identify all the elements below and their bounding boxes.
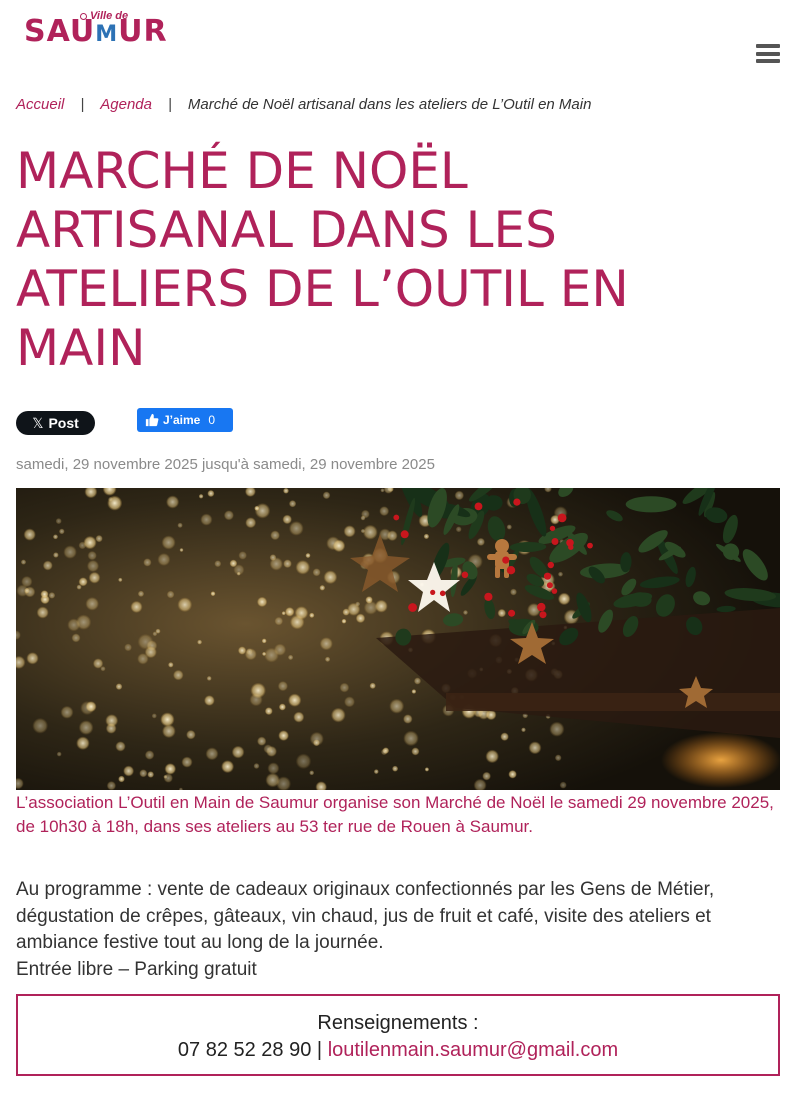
bokeh-light [24,588,30,594]
bokeh-light [254,763,260,769]
bokeh-light [295,606,309,620]
bokeh-light [267,762,279,774]
breadcrumb [16,96,591,113]
bokeh-light [463,610,468,615]
logo-tagline: Ville de [80,10,128,22]
bokeh-light [279,703,286,710]
bokeh-light [289,500,296,507]
bokeh-light [510,589,517,596]
red-berry [430,590,435,595]
bokeh-light [232,746,245,759]
bokeh-light [278,730,289,741]
facebook-like-button[interactable] [137,408,233,432]
bokeh-light [262,638,267,643]
breadcrumb-current: Marché de Noël artisanal dans les ateliers de L’Outil en Main [187,96,592,113]
thumbs-up-icon [145,413,159,427]
bokeh-light [139,769,147,777]
bokeh-light [320,637,333,650]
bokeh-light [85,597,99,611]
red-berry [552,538,559,545]
bokeh-light [288,655,293,660]
facebook-like-count: 0 [208,413,216,427]
bokeh-light [361,516,366,521]
event-description [16,877,786,983]
bokeh-light [83,536,96,549]
bokeh-light [482,772,491,781]
bokeh-light [340,683,350,693]
bokeh-light [425,767,429,771]
bokeh-light [313,568,321,576]
red-berry [566,539,574,547]
bokeh-light [374,769,379,774]
bokeh-light [214,560,221,567]
saumur-logo[interactable] [24,8,214,58]
page-title: MARCHÉ DE NOËL ARTISANAL DANS LES ATELIERS DE L’OUTIL EN MAIN [16,142,629,377]
bokeh-light [164,773,173,782]
bokeh-light [197,640,202,645]
x-logo-icon: 𝕏 [32,414,44,431]
bokeh-light [79,720,94,735]
bokeh-light [177,523,182,528]
bokeh-light [414,677,421,684]
bokeh-light [165,763,177,775]
bokeh-light [325,657,330,662]
bokeh-light [123,766,134,777]
bokeh-light [319,585,325,591]
red-berry [587,543,593,549]
bokeh-light [76,736,90,750]
red-berry [393,515,399,521]
bokeh-light [558,572,563,577]
red-berry [540,611,547,618]
bokeh-light [221,760,234,773]
bokeh-light [238,646,246,654]
bokeh-light [498,609,507,618]
bokeh-light [403,731,419,747]
breadcrumb-link-agenda[interactable]: Agenda [100,96,152,113]
bokeh-light [118,776,125,783]
bokeh-light [211,591,216,596]
bokeh-light [529,741,542,754]
bokeh-light [262,652,266,656]
bokeh-light [412,689,417,694]
bokeh-light [167,591,175,599]
bokeh-light [162,724,176,738]
bokeh-light [116,683,123,690]
logo-wordmark: SAUMUR [24,14,168,49]
bokeh-light [558,593,571,606]
bokeh-light [246,648,253,655]
bokeh-light [105,714,118,727]
red-berry [484,593,492,601]
contact-separator: | [316,1039,323,1061]
bokeh-light [270,530,280,540]
bokeh-light [206,747,219,760]
bokeh-light [53,534,58,539]
bokeh-light [282,515,292,525]
bokeh-light [49,592,56,599]
bokeh-light [138,591,144,597]
x-post-button[interactable] [16,411,95,435]
bokeh-light [293,712,304,723]
event-date: samedi, 29 novembre 2025 jusqu'à samedi, 29 novembre 2025 [16,456,435,473]
hamburger-icon[interactable] [756,44,780,64]
bokeh-light [333,540,346,553]
bokeh-light [288,694,301,707]
red-berry [507,566,515,574]
bokeh-light [157,553,170,566]
bokeh-light [424,534,430,540]
bokeh-light [53,552,59,558]
bokeh-light [153,631,158,636]
bokeh-light [389,699,404,714]
bokeh-light [67,618,80,631]
red-berry [502,557,509,564]
bokeh-light [289,521,304,536]
bokeh-light [275,617,284,626]
bokeh-light [233,564,244,575]
breadcrumb-link-accueil[interactable]: Accueil [16,96,65,113]
bokeh-light [278,681,288,691]
bokeh-light [323,491,331,499]
bokeh-light [381,749,388,756]
bokeh-light [207,490,214,497]
bokeh-light [356,614,366,624]
bokeh-light [344,696,355,707]
bokeh-light [355,602,360,607]
bokeh-light [59,529,65,535]
bokeh-light [254,506,259,511]
bokeh-light [283,559,292,568]
bokeh-light [100,666,105,671]
red-berry [547,582,553,588]
red-berry [408,603,417,612]
bokeh-light [224,510,234,520]
bokeh-light [115,741,125,751]
bokeh-light [152,713,157,718]
bokeh-light [138,634,154,650]
bokeh-light [166,495,179,508]
contact-heading: Renseignements : [317,1012,479,1034]
bokeh-light [238,551,247,560]
bokeh-light [200,514,212,526]
bokeh-light [21,559,26,564]
program-paragraph: Au programme : vente de cadeaux originaux confectionnés par les Gens de Métier, dégustation de crêpes, gâteaux, vin chaud, jus de fruit et café, visite des ateliers et ambiance festive tout au long de la journée. [16,879,715,953]
contact-box [16,994,780,1076]
bokeh-light [265,707,273,715]
event-intro: L’association L’Outil en Main de Saumur organise son Marché de Noël le samedi 29 novembre 2025, de 10h30 à 18h, dans ses ateliers au 53 ter rue de Rouen à Saumur. [16,793,774,836]
bokeh-light [507,524,512,529]
bokeh-light [364,601,378,615]
bokeh-light [145,750,155,760]
bokeh-light [257,597,267,607]
bokeh-light [24,528,36,540]
bokeh-light [363,525,378,540]
bokeh-light [313,739,320,746]
red-berry [475,503,483,511]
bokeh-light [108,497,113,502]
bokeh-light [403,714,413,724]
bokeh-light [180,548,184,552]
bokeh-light [455,491,465,501]
bokeh-light [331,708,346,723]
contact-line [18,1037,778,1064]
bokeh-light [274,644,286,656]
access-info: Entrée libre – Parking gratuit [16,958,257,980]
bokeh-light [342,619,347,624]
bokeh-light [37,606,49,618]
bokeh-light [309,770,314,775]
bokeh-light [411,747,419,755]
bokeh-light [456,526,462,532]
bokeh-light [207,676,212,681]
bokeh-light [245,517,256,528]
bokeh-light [130,601,142,613]
bokeh-light [270,554,277,561]
bokeh-light [57,752,62,757]
red-berry [513,499,520,506]
red-berry [462,572,469,579]
bokeh-light [87,560,99,572]
breadcrumb-separator: | [80,96,85,113]
bokeh-light [560,782,567,789]
bokeh-light [500,732,509,741]
bokeh-light [43,561,53,571]
bokeh-light [257,737,266,746]
bokeh-light [143,558,151,566]
bokeh-light [168,662,174,668]
red-berry [558,514,567,523]
bokeh-light [173,670,184,681]
site-header [0,0,800,90]
bokeh-light [177,597,192,612]
red-berry [440,591,446,597]
bokeh-light [61,706,74,719]
red-berry [550,526,555,531]
bokeh-light [370,683,376,689]
bokeh-light [250,693,263,706]
bokeh-light [555,754,562,761]
bokeh-light [305,553,310,558]
bokeh-light [162,535,176,549]
bokeh-light [107,781,116,790]
bokeh-light [392,766,398,772]
bokeh-light [344,525,356,537]
bokeh-light [285,607,295,617]
bokeh-light [63,545,77,559]
bokeh-light [186,730,196,740]
bokeh-light [26,652,38,664]
bokeh-light [204,695,215,706]
bokeh-light [181,757,192,768]
bokeh-light [485,750,499,764]
bokeh-light [379,506,389,516]
bokeh-light [118,578,122,582]
bokeh-light [296,560,311,575]
breadcrumb-separator: | [167,96,172,113]
bokeh-light [477,538,485,546]
red-berry [552,588,558,594]
bokeh-light [361,529,365,533]
contact-phone: 07 82 52 28 90 [177,1039,312,1061]
bokeh-light [324,570,338,584]
bokeh-light [32,718,48,734]
bokeh-light [521,727,526,732]
bokeh-light [296,754,312,770]
christmas-market-photo [16,488,780,790]
red-berry [544,573,551,580]
red-berry [401,530,409,538]
red-berry [508,610,515,617]
bokeh-light [549,722,564,737]
contact-email-link[interactable]: loutilenmain.saumur@gmail.com [327,1039,619,1061]
bokeh-light [199,494,204,499]
bokeh-light [79,577,88,586]
bokeh-light [508,770,517,779]
bokeh-light [283,488,289,494]
x-post-label: Post [48,415,79,431]
bokeh-light [86,701,97,712]
red-berry [548,562,554,568]
bokeh-light [89,572,101,584]
bokeh-light [309,613,314,618]
facebook-like-label: J’aime [163,413,201,427]
bokeh-light [40,590,48,598]
red-berry [537,603,545,611]
bokeh-light [263,744,272,753]
fir-branch [626,496,677,512]
bokeh-light [147,771,154,778]
bokeh-light [56,518,62,524]
bokeh-light [72,633,81,642]
bokeh-light [124,644,132,652]
bokeh-light [88,551,97,560]
